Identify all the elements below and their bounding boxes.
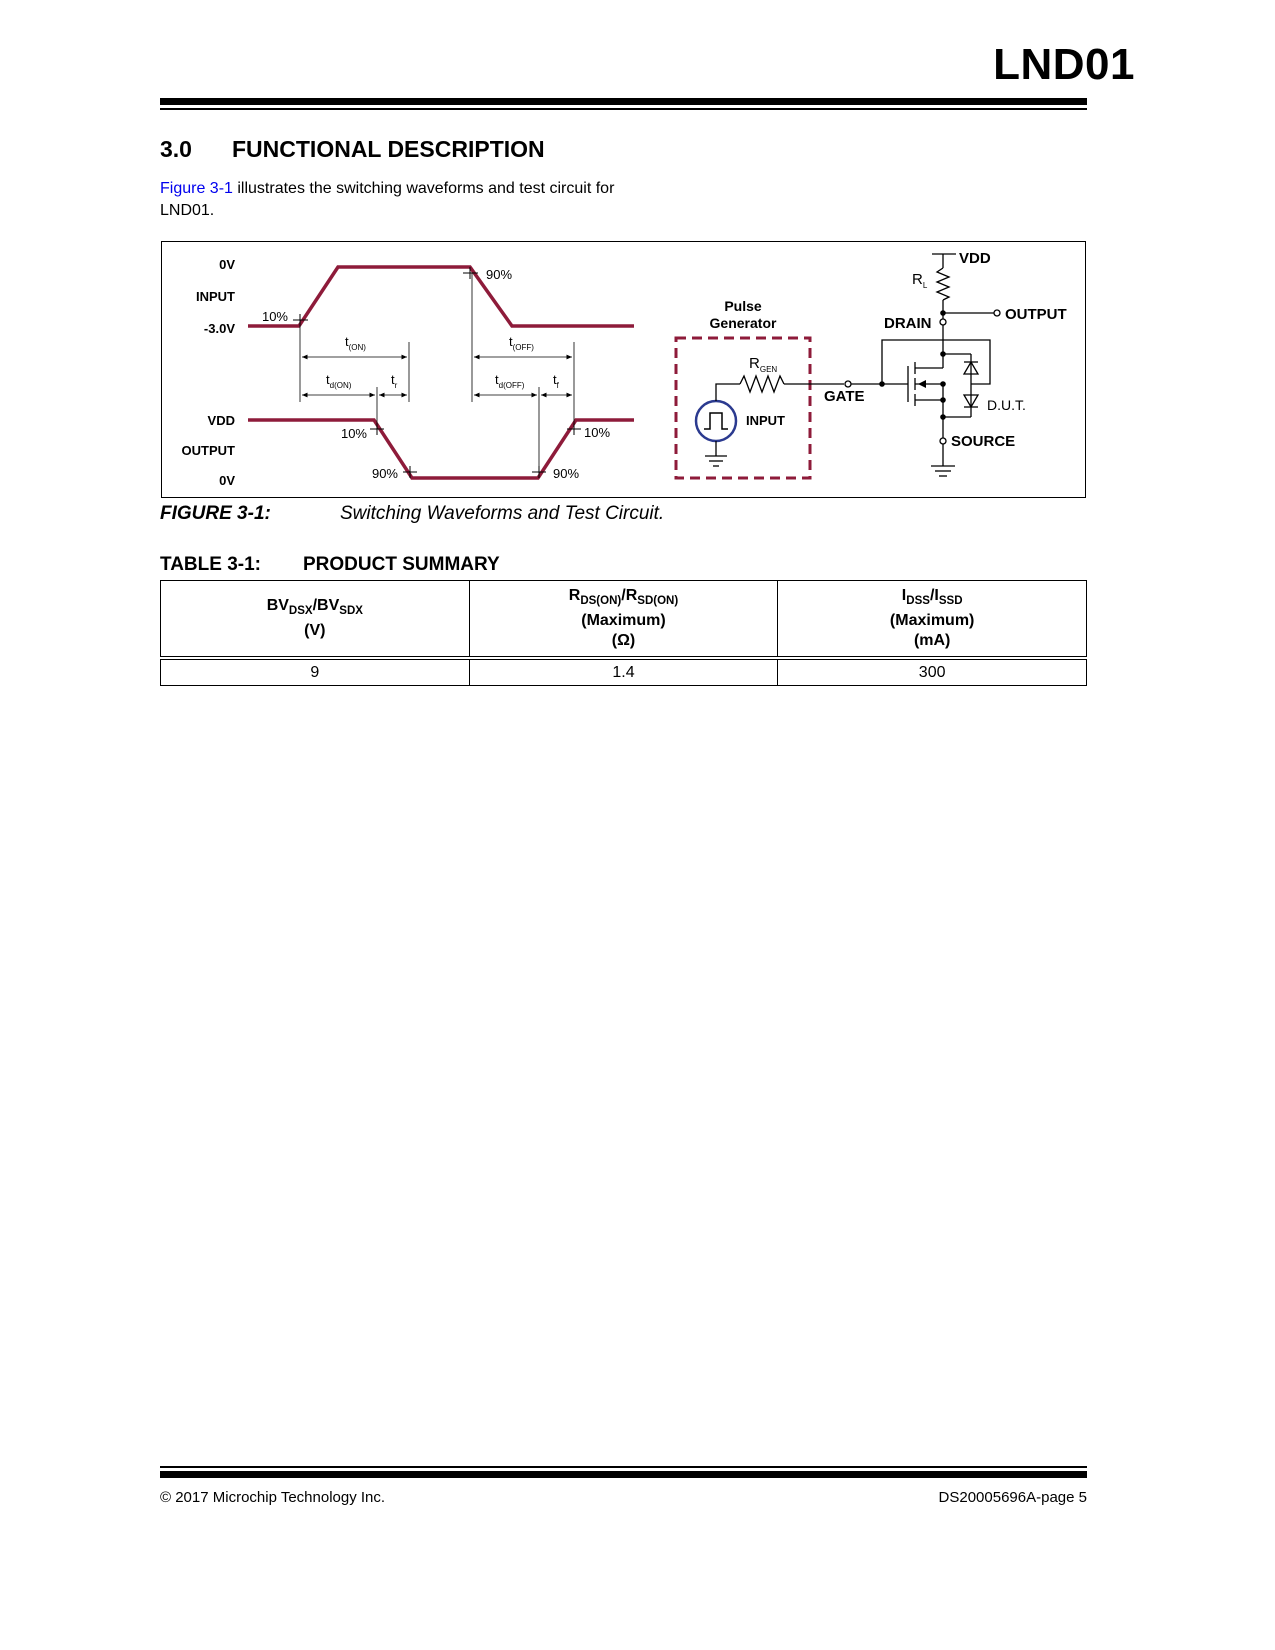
header-leakage-current: $I_{DSS}/I_{SSD}$ (Maximum) (mA) bbox=[778, 581, 1087, 659]
body-arrow-icon bbox=[918, 380, 926, 388]
pulse-generator-title-2: Generator bbox=[709, 315, 777, 331]
table-title: PRODUCT SUMMARY bbox=[303, 554, 500, 575]
vdd-label: VDD bbox=[959, 250, 991, 267]
t-off-label: $t_{(OFF)}$ bbox=[509, 334, 534, 352]
pulse-symbol-icon bbox=[704, 413, 728, 429]
td-off-label: $t_{d(OFF)}$ bbox=[495, 372, 525, 390]
input-neg3v-label: -3.0V bbox=[203, 321, 235, 336]
table-row bbox=[161, 658, 1087, 686]
output-vdd-label: VDD bbox=[207, 413, 235, 428]
t-on-label: $t_{(ON)}$ bbox=[345, 334, 366, 352]
document-title: LND01 bbox=[993, 40, 1135, 89]
rl-label: $R_L$ bbox=[912, 271, 928, 290]
header-breakdown-voltage: $BV_{DSX}/BV_{SDX}$ (V) bbox=[161, 581, 470, 659]
figure-caption: Switching Waveforms and Test Circuit. bbox=[340, 503, 665, 524]
pulse-generator-box bbox=[676, 338, 810, 478]
footer-page-number: DS20005696A-page 5 bbox=[938, 1489, 1087, 1506]
dut-label: D.U.T. bbox=[987, 397, 1026, 413]
input-90pct-label: 90% bbox=[486, 267, 513, 282]
cell-rds: 1.4 bbox=[469, 658, 778, 686]
header-rule-thin bbox=[160, 108, 1087, 110]
cell-idss: 300 bbox=[778, 658, 1087, 686]
footer-rule-thin bbox=[160, 1466, 1087, 1468]
output-10pct-label-b: 10% bbox=[584, 425, 611, 440]
source-label: SOURCE bbox=[951, 433, 1016, 450]
generator-input-label: INPUT bbox=[746, 413, 785, 428]
input-10pct-label: 10% bbox=[261, 309, 288, 324]
timing-guides bbox=[300, 273, 574, 472]
waveform-ticks bbox=[293, 267, 581, 478]
section-title: FUNCTIONAL DESCRIPTION bbox=[232, 136, 545, 162]
table-number: TABLE 3-1: bbox=[160, 554, 261, 575]
output-10pct-label-a: 10% bbox=[340, 426, 367, 441]
signal-source-icon bbox=[696, 401, 736, 441]
switching-diagram bbox=[162, 242, 1087, 499]
figure-link[interactable]: Figure 3-1 bbox=[160, 180, 233, 197]
input-label: INPUT bbox=[196, 289, 235, 304]
header-on-resistance: $R_{DS(ON)}/R_{SD(ON)}$ (Maximum) (Ω) bbox=[469, 581, 778, 659]
intro-text: illustrates the switching waveforms and test circuit for LND01. bbox=[160, 180, 615, 219]
output-terminal-label: OUTPUT bbox=[1005, 306, 1067, 323]
pulse-generator-title-1: Pulse bbox=[724, 298, 762, 314]
figure-box bbox=[161, 241, 1086, 498]
figure-number: FIGURE 3-1: bbox=[160, 503, 271, 524]
output-0v-label: 0V bbox=[219, 473, 235, 488]
td-on-label: $t_{d(ON)}$ bbox=[326, 372, 352, 390]
gate-label: GATE bbox=[824, 388, 865, 405]
input-waveform bbox=[248, 267, 634, 326]
output-90pct-label-b: 90% bbox=[553, 466, 580, 481]
footer-rule-thick bbox=[160, 1471, 1087, 1478]
input-0v-label: 0V bbox=[219, 257, 235, 272]
section-number: 3.0 bbox=[160, 136, 192, 162]
tr-label: $t_r$ bbox=[391, 372, 398, 390]
drain-label: DRAIN bbox=[884, 315, 932, 332]
output-label: OUTPUT bbox=[181, 443, 235, 458]
table-header-row bbox=[161, 581, 1087, 659]
header-rule-thick bbox=[160, 98, 1087, 105]
product-summary-table bbox=[160, 580, 1087, 686]
intro-paragraph bbox=[160, 178, 630, 222]
footer-copyright: © 2017 Microchip Technology Inc. bbox=[160, 1489, 386, 1506]
output-90pct-label-a: 90% bbox=[371, 466, 398, 481]
cell-bv: 9 bbox=[161, 658, 470, 686]
rgen-label: $R_{GEN}$ bbox=[749, 355, 778, 374]
tf-label: $t_f$ bbox=[553, 372, 559, 390]
